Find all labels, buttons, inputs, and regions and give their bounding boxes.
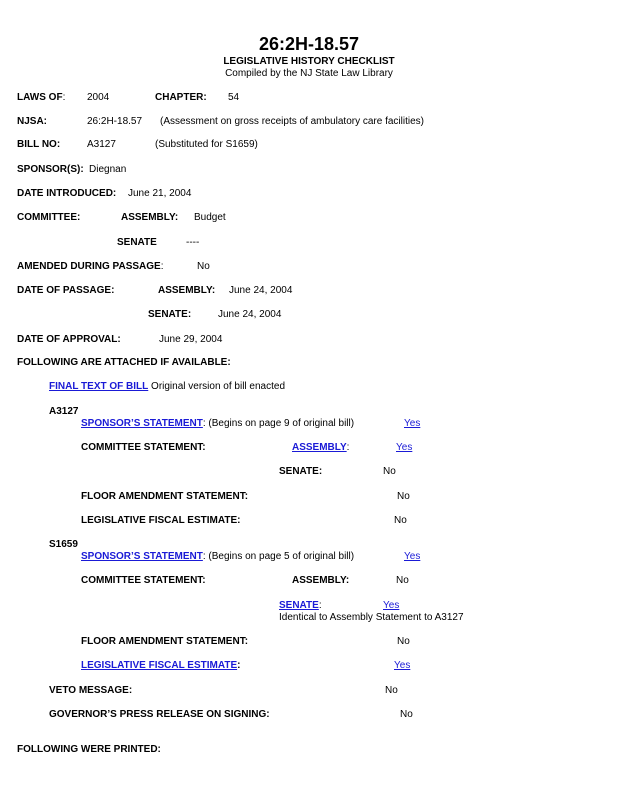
date-introduced-value: June 21, 2004 [128,188,192,199]
date-of-approval-value: June 29, 2004 [159,334,223,345]
amended-label: AMENDED DURING PASSAGE [17,261,161,272]
laws-of-row [17,92,65,104]
chapter-value: 54 [228,92,240,103]
bill-no-note: (Substituted for S1659) [155,139,258,150]
veto-value: No [385,685,398,696]
njsa-label: NJSA: [17,116,48,127]
compiled-by: Compiled by the NJ State Law Library [225,68,393,79]
sponsors-value: Diegnan [89,164,127,175]
final-text-link[interactable]: FINAL TEXT OF BILL [49,381,149,392]
a3127-committee-label: COMMITTEE STATEMENT: [81,442,206,453]
s1659-fiscal-yes-link[interactable]: Yes [394,660,411,671]
a3127-assembly-row [292,442,349,454]
s1659-heading: S1659 [49,539,78,550]
bill-no-value: A3127 [87,139,116,150]
s1659-floor-label: FLOOR AMENDMENT STATEMENT: [81,636,249,647]
date-introduced-label: DATE INTRODUCED: [17,188,117,199]
s1659-senate-link[interactable]: SENATE [279,600,319,611]
s1659-sponsor-row [81,551,354,563]
a3127-sponsor-yes-link[interactable]: Yes [404,418,421,429]
passage-senate-value: June 24, 2004 [218,309,282,320]
njsa-note: (Assessment on gross receipts of ambulatory care facilities) [160,116,424,127]
a3127-senate-value: No [383,466,396,477]
attached-heading: FOLLOWING ARE ATTACHED IF AVAILABLE: [17,357,231,368]
s1659-sponsor-yes-link[interactable]: Yes [404,551,421,562]
a3127-assembly-yes-link[interactable]: Yes [396,442,413,453]
final-text-row [49,381,285,393]
committee-label: COMMITTEE: [17,212,81,223]
final-text-note: Original version of bill enacted [148,381,286,392]
amended-colon: : [160,261,164,272]
s1659-sponsor-statement-link[interactable]: SPONSOR’S STATEMENT [81,551,203,562]
date-of-passage-label: DATE OF PASSAGE: [17,285,115,296]
amended-value: No [197,261,210,272]
press-release-value: No [400,709,413,720]
a3127-sponsor-note: : (Begins on page 9 of original bill) [202,418,355,429]
amended-row [17,261,164,273]
s1659-senate-yes-link[interactable]: Yes [383,600,400,611]
s1659-fiscal-colon: : [237,660,241,671]
passage-senate-label: SENATE: [148,309,192,320]
a3127-assembly-colon: : [346,442,350,453]
a3127-floor-value: No [397,491,410,502]
passage-assembly-value: June 24, 2004 [229,285,293,296]
a3127-heading: A3127 [49,406,79,417]
s1659-assembly-label: ASSEMBLY: [292,575,350,586]
njsa-value: 26:2H-18.57 [87,116,143,127]
a3127-fiscal-value: No [394,515,407,526]
laws-of-colon: : [62,92,66,103]
committee-senate-value: ---- [186,237,200,248]
laws-of-value: 2004 [87,92,110,103]
press-release-label: GOVERNOR’S PRESS RELEASE ON SIGNING: [49,709,270,720]
a3127-senate-label: SENATE: [279,466,323,477]
s1659-assembly-value: No [396,575,409,586]
a3127-fiscal-label: LEGISLATIVE FISCAL ESTIMATE: [81,515,241,526]
s1659-senate-note: Identical to Assembly Statement to A3127 [279,612,464,623]
bill-no-label: BILL NO: [17,139,61,150]
a3127-sponsor-row [81,418,354,430]
a3127-sponsor-statement-link[interactable]: SPONSOR’S STATEMENT [81,418,203,429]
veto-label: VETO MESSAGE: [49,685,133,696]
date-of-approval-label: DATE OF APPROVAL: [17,334,121,345]
a3127-assembly-link[interactable]: ASSEMBLY [292,442,347,453]
s1659-floor-value: No [397,636,410,647]
chapter-label: CHAPTER: [155,92,207,103]
s1659-senate-row [279,600,322,612]
printed-heading: FOLLOWING WERE PRINTED: [17,744,161,755]
sponsors-label: SPONSOR(S): [17,164,84,175]
committee-assembly-label: ASSEMBLY: [121,212,179,223]
a3127-floor-label: FLOOR AMENDMENT STATEMENT: [81,491,249,502]
committee-assembly-value: Budget [194,212,226,223]
page-title: 26:2H-18.57 [258,34,360,54]
laws-of-label: LAWS OF [17,92,63,103]
s1659-senate-colon: : [318,600,322,611]
s1659-sponsor-note: : (Begins on page 5 of original bill) [202,551,355,562]
committee-senate-label: SENATE [117,237,157,248]
s1659-fiscal-link[interactable]: LEGISLATIVE FISCAL ESTIMATE [81,660,238,671]
checklist-subtitle: LEGISLATIVE HISTORY CHECKLIST [223,56,395,67]
s1659-committee-label: COMMITTEE STATEMENT: [81,575,206,586]
passage-assembly-label: ASSEMBLY: [158,285,216,296]
s1659-fiscal-row [81,660,240,672]
